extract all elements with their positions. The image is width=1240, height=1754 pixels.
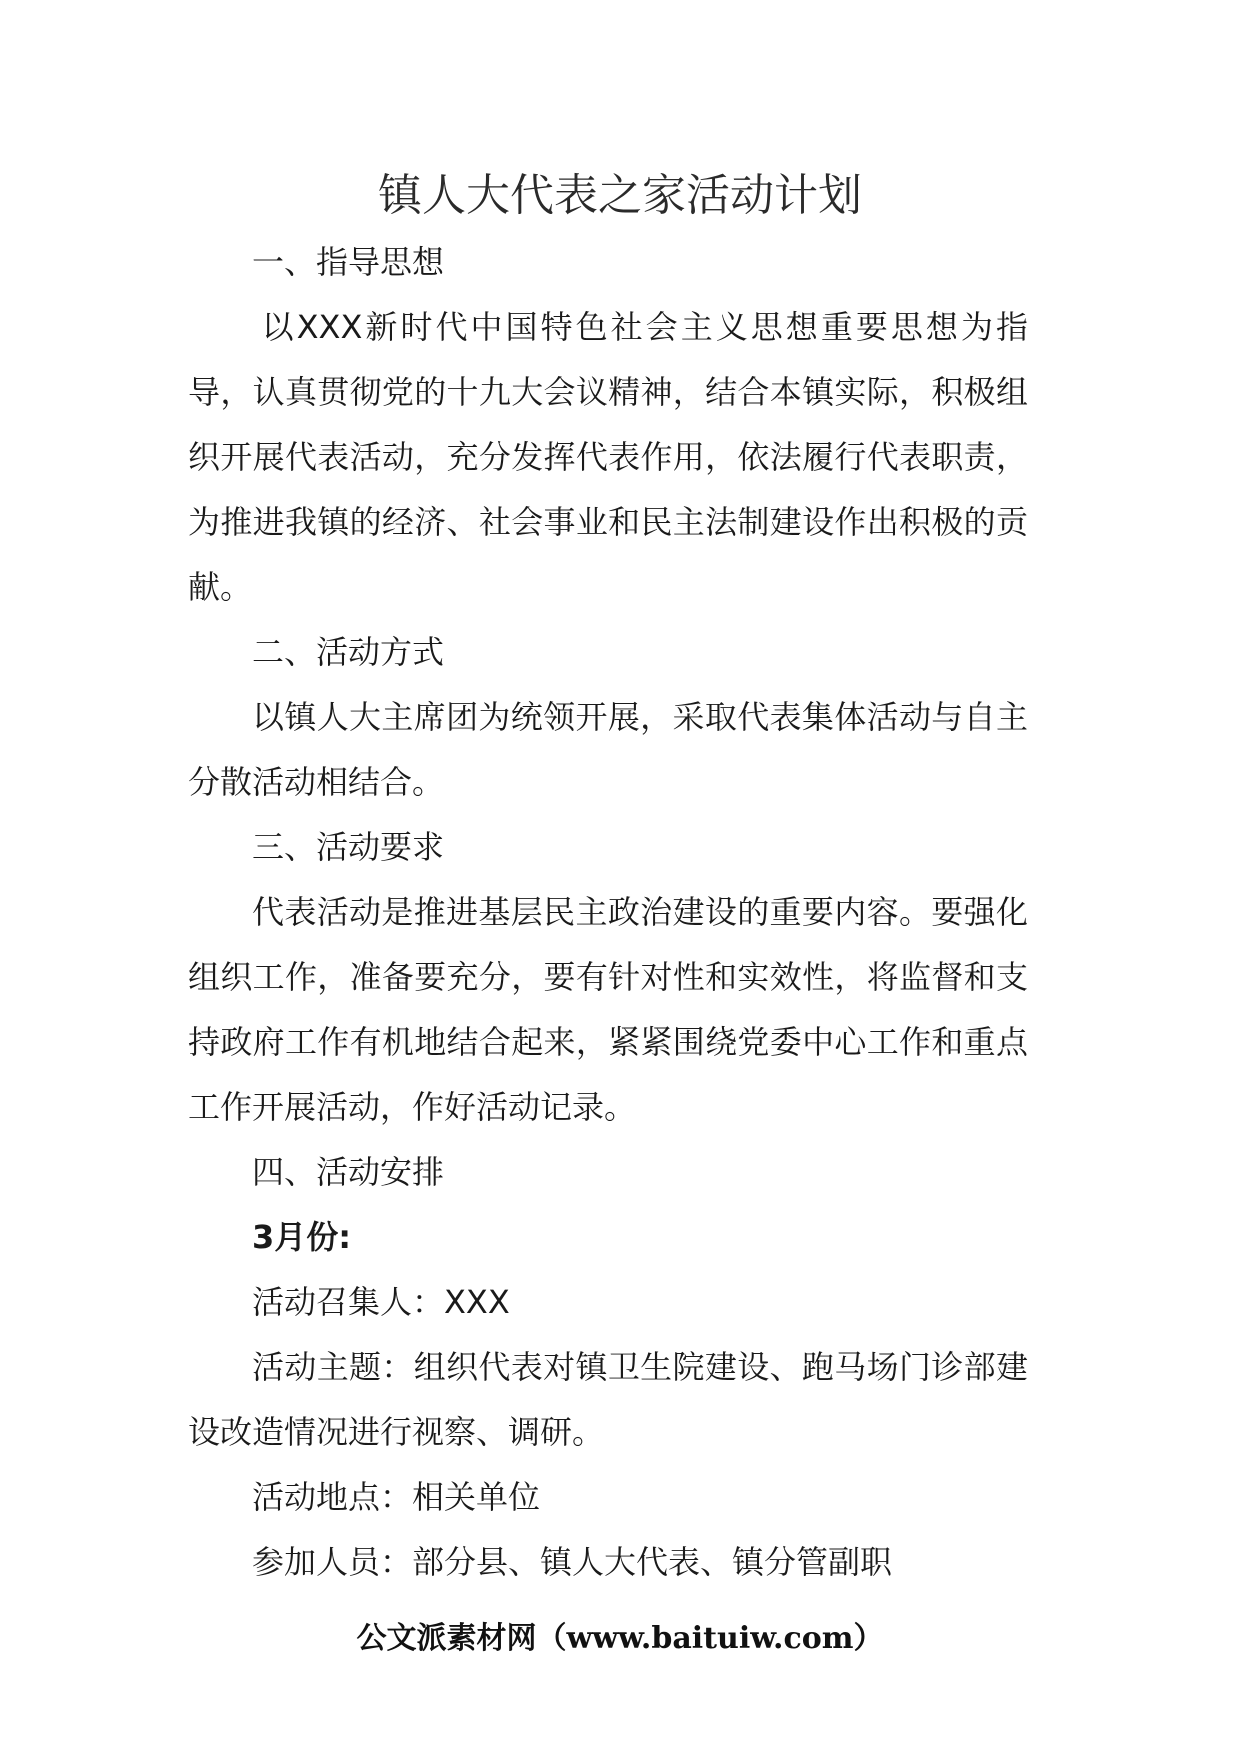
schedule-convener: 活动召集人：XXX [252, 1283, 510, 1321]
document-title: 镇人大代表之家活动计划 [378, 170, 862, 221]
schedule-location: 活动地点：相关单位 [252, 1478, 541, 1516]
schedule-theme: 活动主题：组织代表对镇卫生院建设、跑马场门诊部建设改造情况进行视察、调研。 [188, 1348, 1028, 1451]
section-heading-activity-schedule: 四、活动安排 [252, 1153, 445, 1191]
schedule-participants: 参加人员：部分县、镇人大代表、镇分管副职 [252, 1543, 893, 1581]
footer-watermark: 公文派素材网（www.baituiw.com） [356, 1621, 884, 1656]
schedule-month-heading: 3月份: [252, 1218, 352, 1256]
document-body [188, 230, 1028, 1595]
section-heading-guiding-ideology: 一、指导思想 [252, 243, 445, 281]
paragraph-guiding-ideology: 以XXX新时代中国特色社会主义思想重要思想为指导，认真贯彻党的十九大会议精神，结合本镇实际，积极组织开展代表活动，充分发挥代表作用，依法履行代表职责，为推进我镇的经济、社会事业和民主法制建设作出积极的贡献。 [188, 308, 1028, 606]
paragraph-activity-requirements: 代表活动是推进基层民主政治建设的重要内容。要强化组织工作，准备要充分，要有针对性和实效性，将监督和支持政府工作有机地结合起来，紧紧围绕党委中心工作和重点工作开展活动，作好活动记录。 [188, 893, 1028, 1126]
paragraph-activity-method: 以镇人大主席团为统领开展，采取代表集体活动与自主分散活动相结合。 [188, 698, 1028, 801]
section-heading-activity-requirements: 三、活动要求 [252, 828, 445, 866]
section-heading-activity-method: 二、活动方式 [252, 633, 445, 671]
